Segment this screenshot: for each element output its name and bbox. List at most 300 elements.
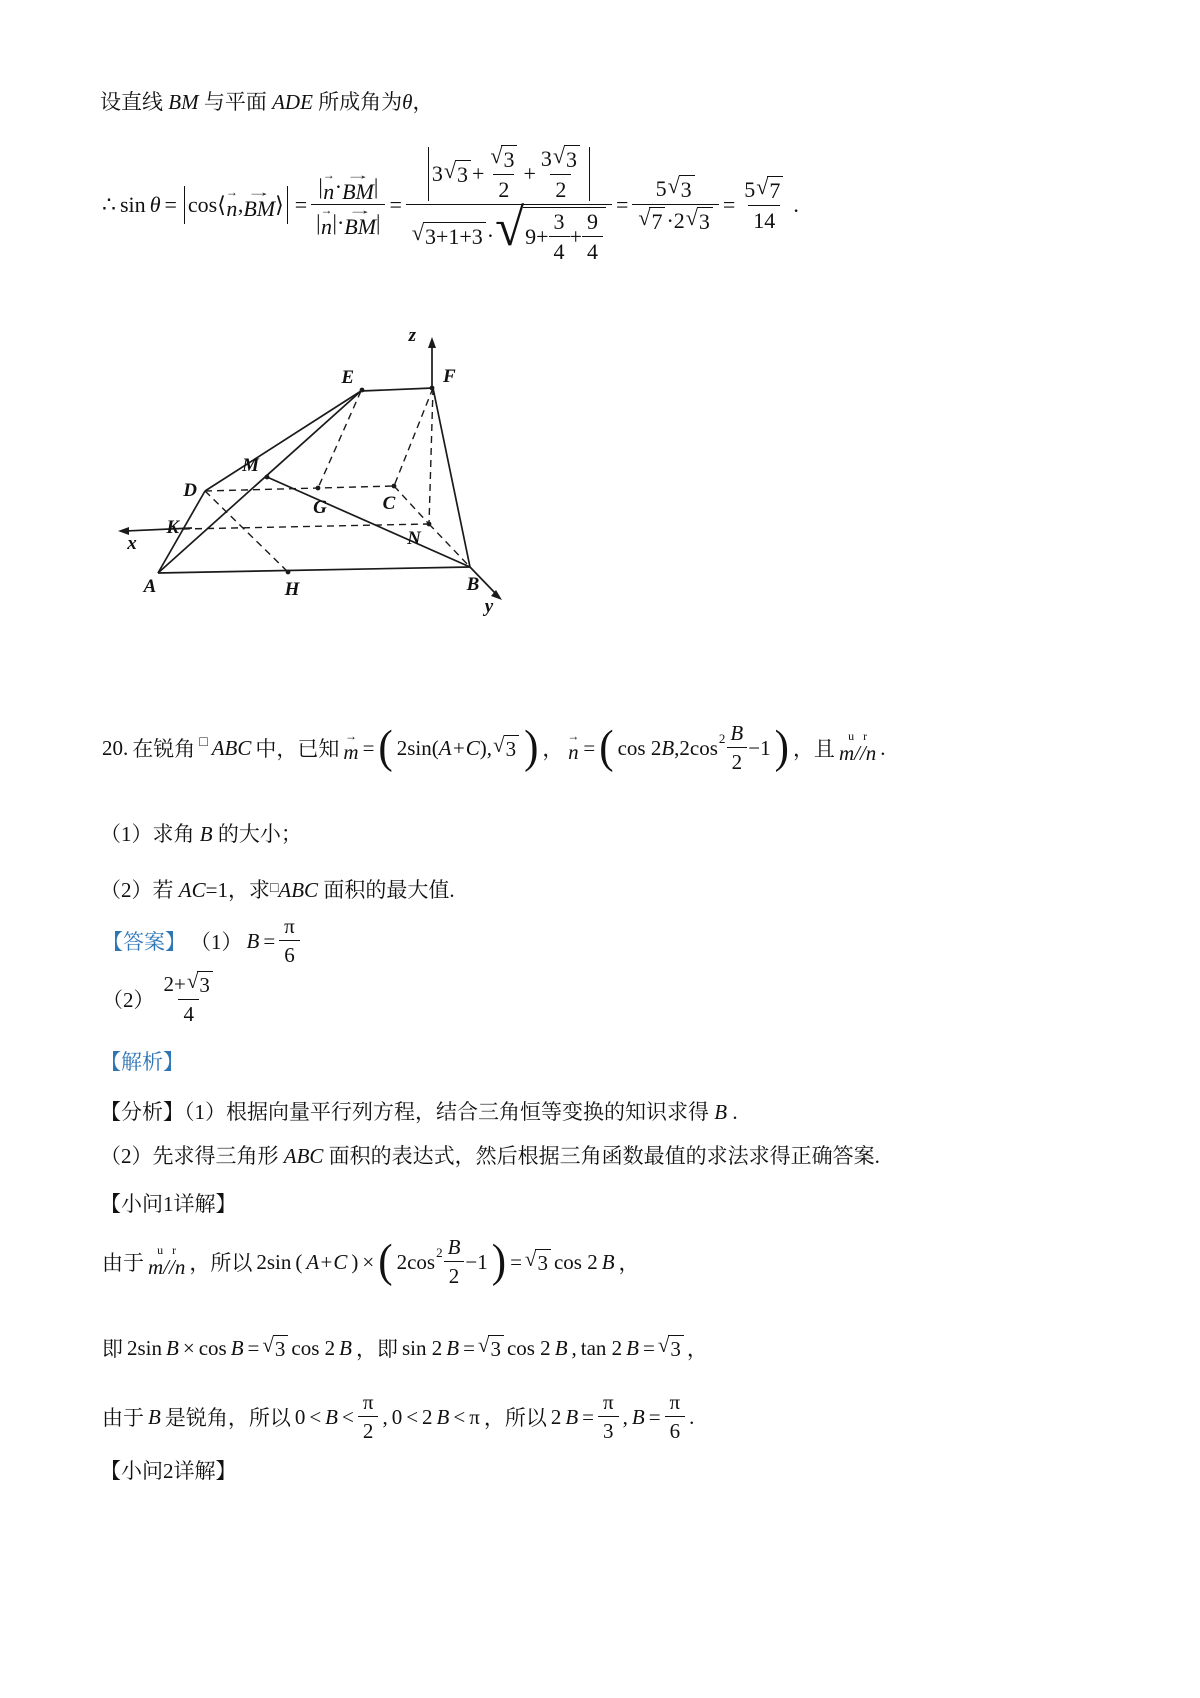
fraction xyxy=(665,1390,686,1444)
fraction-dot-product xyxy=(311,167,385,239)
sqrt xyxy=(638,207,665,235)
math-op: · xyxy=(666,208,674,233)
radicand: 3 xyxy=(668,1335,684,1362)
radical-icon: √ xyxy=(756,174,769,199)
cn-text: ，求 xyxy=(227,878,270,902)
denominator: 2 xyxy=(493,174,514,203)
math-fn: sin xyxy=(120,192,146,217)
denominator: 6 xyxy=(279,940,300,968)
cn-text: （2）若 xyxy=(100,878,179,902)
math-fn: cos xyxy=(198,1335,227,1360)
math-op: = xyxy=(582,1404,594,1429)
paragraph-setup-angle xyxy=(100,88,433,117)
numerator: 3 xyxy=(553,209,565,234)
radical-icon: √ xyxy=(262,1332,274,1357)
z-axis-arrow-icon xyxy=(428,337,436,348)
math-var: B xyxy=(631,1404,645,1429)
math-fn: tan 2 xyxy=(580,1335,623,1360)
math-op: < xyxy=(406,1404,419,1429)
math-fn: 2cos xyxy=(396,1249,436,1274)
radical-icon: √ xyxy=(411,220,424,245)
math-op: + xyxy=(459,224,472,249)
math-var: BM xyxy=(344,214,377,239)
math-op: = xyxy=(722,192,736,217)
math-fn: 2sin xyxy=(127,1335,163,1360)
math-var: B xyxy=(446,1335,460,1360)
sqrt xyxy=(756,176,783,204)
math-op: = xyxy=(643,1335,655,1360)
vector-arrow-icon: → xyxy=(347,203,373,217)
label-E: E xyxy=(341,367,354,388)
label-F: F xyxy=(443,366,456,387)
math-var: B xyxy=(601,1249,615,1274)
label-G: G xyxy=(313,497,327,518)
fraction xyxy=(279,914,300,968)
math-op: . xyxy=(793,192,799,217)
analysis-line-1 xyxy=(100,1098,738,1127)
sqrt xyxy=(412,222,486,250)
sqrt xyxy=(686,207,713,235)
math-var: B xyxy=(339,1335,352,1360)
radicand: 3 xyxy=(535,1249,551,1276)
abs-group xyxy=(181,186,291,224)
denominator xyxy=(632,204,718,235)
radicand: 3 xyxy=(679,175,695,203)
fraction xyxy=(549,209,570,265)
math-num: 2 xyxy=(673,208,685,233)
label-N: N xyxy=(407,528,421,549)
problem-number: 20. xyxy=(102,735,129,760)
math-var: n xyxy=(321,214,333,239)
radicand: 3 xyxy=(564,145,580,173)
math-var: AC xyxy=(178,878,206,902)
vector-arrow-icon: → xyxy=(345,167,371,182)
cn-text: 是锐角，所以 xyxy=(164,1406,291,1430)
math-op: · xyxy=(334,174,343,200)
denominator: 2 xyxy=(550,174,571,203)
math-num: 0 xyxy=(391,1404,403,1429)
math-var: n xyxy=(323,178,335,204)
math-op: + xyxy=(536,224,549,249)
cn-text: 面积的最大值. xyxy=(318,878,455,902)
cn-text: 所成角为 xyxy=(312,90,403,114)
math-num: 1 xyxy=(448,224,460,249)
math-delim: | xyxy=(318,174,323,200)
fraction xyxy=(725,721,748,775)
label-B: B xyxy=(466,574,480,595)
numerator xyxy=(313,167,383,204)
math-num: 2 xyxy=(163,972,174,996)
radicand: 3 xyxy=(197,971,213,998)
denominator: 2 xyxy=(727,747,748,775)
radical-icon: √ xyxy=(638,205,651,230)
missing-glyph-box: □ xyxy=(269,881,279,896)
math-op: = xyxy=(263,928,276,953)
math-var: B xyxy=(661,735,675,760)
denominator: 2 xyxy=(358,1416,379,1444)
math-var: ABC xyxy=(278,878,319,902)
question-2 xyxy=(100,876,455,905)
radical-icon: √ xyxy=(493,732,505,757)
math-var: π xyxy=(469,1404,480,1429)
paren-group: 2cos 2 $\frac{B}{2}$ − 1 xyxy=(396,1235,488,1288)
denominator: 6 xyxy=(665,1416,686,1444)
radical-icon: √ xyxy=(552,143,565,168)
math-var: B xyxy=(325,1404,338,1429)
math-var: B xyxy=(166,1335,179,1360)
math-op: = xyxy=(463,1335,475,1360)
math-op: = xyxy=(615,192,629,217)
cn-text: ， xyxy=(412,90,434,114)
sqrt xyxy=(668,175,695,203)
radicand: 3 xyxy=(697,207,713,235)
cn-text: ，所以 xyxy=(483,1406,547,1430)
numerator: π xyxy=(669,1390,681,1414)
radicand: 3 xyxy=(273,1335,289,1362)
math-var: B xyxy=(148,1404,161,1429)
vector-m-parallel-n xyxy=(148,1244,185,1279)
cn-text: ，且 xyxy=(792,737,835,761)
math-var: B xyxy=(230,1335,244,1360)
math-num: 0 xyxy=(294,1404,306,1429)
denominator: 4 xyxy=(582,236,603,265)
vector-n xyxy=(320,203,333,239)
radical-icon: √ xyxy=(490,143,503,168)
math-fn: cos 2 xyxy=(506,1335,551,1360)
denominator xyxy=(311,204,385,238)
numerator: B xyxy=(730,721,744,745)
cn-text: （1）求角 xyxy=(100,822,200,846)
sqrt xyxy=(262,1332,288,1362)
denominator: 2 xyxy=(444,1261,465,1289)
math-op: = xyxy=(389,192,402,217)
denominator: 14 xyxy=(748,205,780,234)
math-op: < xyxy=(453,1404,466,1429)
sqrt xyxy=(524,1246,551,1276)
solution-line-3 xyxy=(100,1385,696,1449)
radical-icon: √ xyxy=(443,158,456,183)
math-op: × xyxy=(362,1249,375,1274)
label-A: A xyxy=(143,576,157,597)
math-var: BM xyxy=(342,178,374,204)
denominator: 3 xyxy=(598,1416,619,1444)
math-op: , xyxy=(237,192,244,217)
vector-arrow-icon: → xyxy=(246,185,272,200)
abs-bar xyxy=(428,147,429,201)
abs-bar xyxy=(287,186,288,224)
math-delim: ( xyxy=(431,735,439,760)
fraction xyxy=(443,1235,466,1289)
vector-arrow-icon: → xyxy=(320,203,333,217)
radical-icon: √ xyxy=(524,1246,537,1271)
label-K: K xyxy=(166,517,179,538)
vector-components xyxy=(396,732,520,762)
cn-text: （2）先求得三角形 xyxy=(100,1144,284,1168)
vector-bm xyxy=(243,185,276,222)
math-delim: ⟩ xyxy=(275,192,284,217)
numerator xyxy=(159,971,219,999)
math-var: B xyxy=(714,1100,728,1124)
radicand: 7 xyxy=(649,207,665,235)
fraction-main xyxy=(406,145,612,265)
missing-glyph-box: □ xyxy=(199,735,208,750)
cn-text: 【小问2详解】 xyxy=(100,1459,237,1483)
math-var: B xyxy=(565,1404,579,1429)
math-op: = xyxy=(510,1249,522,1274)
radical-icon: √ xyxy=(186,969,199,993)
cn-text: ， xyxy=(686,1337,708,1361)
vector-bm xyxy=(342,167,374,204)
question-1 xyxy=(100,820,302,849)
fraction-simplified xyxy=(632,175,718,235)
numerator xyxy=(739,176,789,205)
math-var: A+C xyxy=(306,1249,348,1274)
vector-n xyxy=(567,728,580,764)
math-op: . xyxy=(689,1404,695,1429)
denominator xyxy=(406,199,612,265)
vector-m-parallel-n xyxy=(839,730,876,765)
math-num: 3 xyxy=(431,161,443,186)
cn-text: 中，已知 xyxy=(255,737,340,761)
math-var: θ xyxy=(402,90,413,114)
math-op: . xyxy=(880,735,886,760)
vector-mark-icon: u r xyxy=(848,729,868,744)
math-op: + xyxy=(471,161,485,186)
dashed-edges xyxy=(183,388,470,572)
radical-icon: √ xyxy=(495,199,525,257)
explanation-tag xyxy=(100,1048,184,1077)
radicand xyxy=(423,222,486,250)
math-op: · xyxy=(486,223,495,248)
fraction xyxy=(159,971,219,1027)
cn-text: 即 xyxy=(102,1337,123,1361)
math-var: m//n xyxy=(148,1255,186,1280)
fraction xyxy=(484,145,523,203)
vector-mark-icon: u r xyxy=(157,1243,177,1258)
fraction xyxy=(582,209,603,265)
math-op: , xyxy=(622,1404,628,1429)
answer-line-2 xyxy=(100,958,221,1040)
numerator: B xyxy=(447,1235,461,1259)
denominator: 4 xyxy=(178,999,199,1027)
math-fn: sin 2 xyxy=(401,1335,443,1360)
math-fn: cos 2 xyxy=(553,1249,598,1274)
numerator: π xyxy=(362,1390,374,1414)
math-op: − xyxy=(748,735,761,760)
math-var: n xyxy=(226,196,238,222)
solid-edges xyxy=(158,388,470,573)
solution-line-1: 由于 u r m//n ，所以 2sin ( A+C ) × ( 2cos 2 $\frac{B}{2}$ − 1 ) = √ 3 cos 2 B ， xyxy=(102,1235,640,1288)
math-var: A+C xyxy=(438,735,480,760)
radical-icon: √ xyxy=(657,1332,670,1357)
denominator: 4 xyxy=(549,236,570,265)
vector-arrow-icon: → xyxy=(322,167,335,182)
math-num: 1 xyxy=(217,878,228,902)
sqrt xyxy=(477,1332,504,1362)
math-var: B xyxy=(436,1404,450,1429)
math-op: , xyxy=(382,1404,388,1429)
math-op: + xyxy=(435,224,449,249)
sqrt xyxy=(444,160,471,188)
cn-text: 的大小； xyxy=(212,822,302,846)
math-delim: | xyxy=(316,209,321,235)
math-op: , xyxy=(674,735,680,760)
cn-text: 由于 xyxy=(102,1406,144,1430)
math-op: = xyxy=(362,735,375,760)
numerator xyxy=(484,145,523,174)
math-var: m xyxy=(343,739,359,764)
problem-20-statement: 20. 在锐角 □ ABC 中，已知 → m = ( 2sin ( A+C ) , √ 3 ) ， → n = ( cos 2 B , 2cos 2 $\frac{B}{2}$ − 1 ) ，且 u r m//n . xyxy=(102,721,886,774)
math-var: B xyxy=(626,1335,639,1360)
label-z: z xyxy=(408,325,416,346)
math-num: 5 xyxy=(655,176,667,201)
math-op: × xyxy=(182,1335,195,1360)
radicand xyxy=(523,207,606,265)
radicand: 7 xyxy=(767,176,783,204)
math-fn: cos 2 xyxy=(291,1335,336,1360)
fraction-result xyxy=(739,176,789,234)
vector-bm xyxy=(344,203,377,239)
math-op: < xyxy=(342,1404,354,1429)
numerator: π xyxy=(284,914,295,938)
vector-arrow-icon: → xyxy=(567,728,580,743)
math-fn: 2cos xyxy=(679,735,718,760)
math-num: 2 xyxy=(422,1404,433,1429)
math-var: B xyxy=(554,1335,568,1360)
math-op: + xyxy=(569,224,582,249)
cn-text: 面积的表达式，然后根据三角函数最值的求法求得正确答案. xyxy=(323,1144,880,1168)
cn-text: 在锐角 xyxy=(132,737,196,761)
cn-text: ，所以 xyxy=(189,1251,253,1275)
numerator xyxy=(651,175,701,204)
sqrt xyxy=(553,145,580,173)
cn-text: 【解析】 xyxy=(100,1050,184,1074)
math-var: BM xyxy=(243,196,276,222)
math-delim: ⟨ xyxy=(217,192,226,217)
label-y: y xyxy=(484,596,494,617)
answer-tag: 【答案】 xyxy=(102,930,186,954)
sqrt xyxy=(657,1332,684,1362)
cn-text: . xyxy=(727,1100,738,1124)
vector-arrow-icon: → xyxy=(344,728,357,743)
math-op: + xyxy=(174,972,186,996)
math-op: + xyxy=(523,161,536,186)
label-H: H xyxy=(284,579,300,600)
solution-line-2 xyxy=(100,1325,710,1371)
subquestion-1-header xyxy=(100,1190,237,1219)
geometry-figure xyxy=(100,298,520,628)
cn-text: 设直线 xyxy=(100,90,169,114)
vector-arrow-icon: → xyxy=(225,185,238,200)
math-var: θ xyxy=(149,192,161,217)
math-num: 3 xyxy=(540,146,552,171)
math-op: = xyxy=(205,878,218,902)
math-op: · xyxy=(336,209,345,235)
sqrt xyxy=(490,145,517,173)
fraction xyxy=(358,1390,379,1444)
math-op: = xyxy=(247,1335,260,1360)
math-op: = xyxy=(294,192,308,217)
math-fn: cos 2 xyxy=(617,735,662,760)
math-delim: | xyxy=(376,209,381,235)
numerator: 9 xyxy=(586,209,598,234)
math-num: 2 xyxy=(550,1404,562,1429)
fraction xyxy=(598,1390,619,1444)
analysis-line-2 xyxy=(100,1142,880,1171)
cn-text: 由于 xyxy=(102,1251,144,1275)
vector-n xyxy=(322,167,335,204)
label-x: x xyxy=(127,533,137,554)
radicand: 3 xyxy=(488,1335,504,1362)
label-C: C xyxy=(382,493,396,514)
math-delim: ( xyxy=(295,1249,303,1274)
math-fn: 2sin xyxy=(396,735,432,760)
numerator xyxy=(536,145,586,174)
sqrt xyxy=(187,971,213,998)
math-delim: ) xyxy=(479,735,487,760)
math-op: = xyxy=(164,192,177,217)
label-M: M xyxy=(242,455,259,476)
math-fn: 2sin xyxy=(256,1249,292,1274)
math-var: ADE xyxy=(272,90,313,114)
math-num: 1 xyxy=(760,735,771,760)
math-num: 1 xyxy=(477,1249,488,1274)
math-var: B xyxy=(246,928,260,953)
formula-sin-theta xyxy=(100,130,801,280)
math-op: , xyxy=(486,735,493,760)
math-num: 3 xyxy=(424,224,436,249)
math-fn: cos xyxy=(187,192,218,217)
vector-n xyxy=(225,185,238,222)
math-num: 3 xyxy=(471,224,483,249)
math-var: ABC xyxy=(283,1144,324,1168)
radical-icon: √ xyxy=(477,1332,490,1357)
cn-text: 【小问1详解】 xyxy=(100,1192,237,1216)
cn-text: （1） xyxy=(190,930,243,954)
fraction xyxy=(536,145,586,203)
vector-components: cos 2 B , 2cos 2 $\frac{B}{2}$ − 1 xyxy=(617,721,771,774)
math-var: ABC xyxy=(211,735,252,760)
math-var: BM xyxy=(168,90,199,114)
abs-bar xyxy=(184,186,185,224)
math-delim: | xyxy=(373,174,379,200)
math-var: B xyxy=(199,822,213,846)
radicand: 3 xyxy=(455,160,471,188)
cn-text: 与平面 xyxy=(198,90,273,114)
math-var: m//n xyxy=(838,741,877,766)
subquestion-2-header xyxy=(100,1457,237,1486)
vector-m xyxy=(343,728,359,764)
math-op: = xyxy=(583,735,596,760)
math-op: , xyxy=(571,1335,577,1360)
cn-text: （2） xyxy=(102,988,155,1012)
sqrt-tall xyxy=(495,199,606,265)
radical-icon: √ xyxy=(685,205,698,230)
numerator xyxy=(420,145,598,204)
abs-bar xyxy=(589,147,590,201)
radical-icon: √ xyxy=(667,173,680,198)
math-op: < xyxy=(309,1404,322,1429)
sqrt xyxy=(493,732,519,762)
cn-text: ，即 xyxy=(355,1337,398,1361)
cn-text: 【分析】（1）根据向量平行列方程，结合三角恒等变换的知识求得 xyxy=(100,1100,715,1124)
radicand: 3 xyxy=(504,735,520,762)
math-var: n xyxy=(568,739,579,764)
math-delim: ) xyxy=(351,1249,359,1274)
cn-text: ， xyxy=(618,1251,640,1275)
label-D: D xyxy=(183,480,197,501)
math-num: 5 xyxy=(744,177,756,202)
